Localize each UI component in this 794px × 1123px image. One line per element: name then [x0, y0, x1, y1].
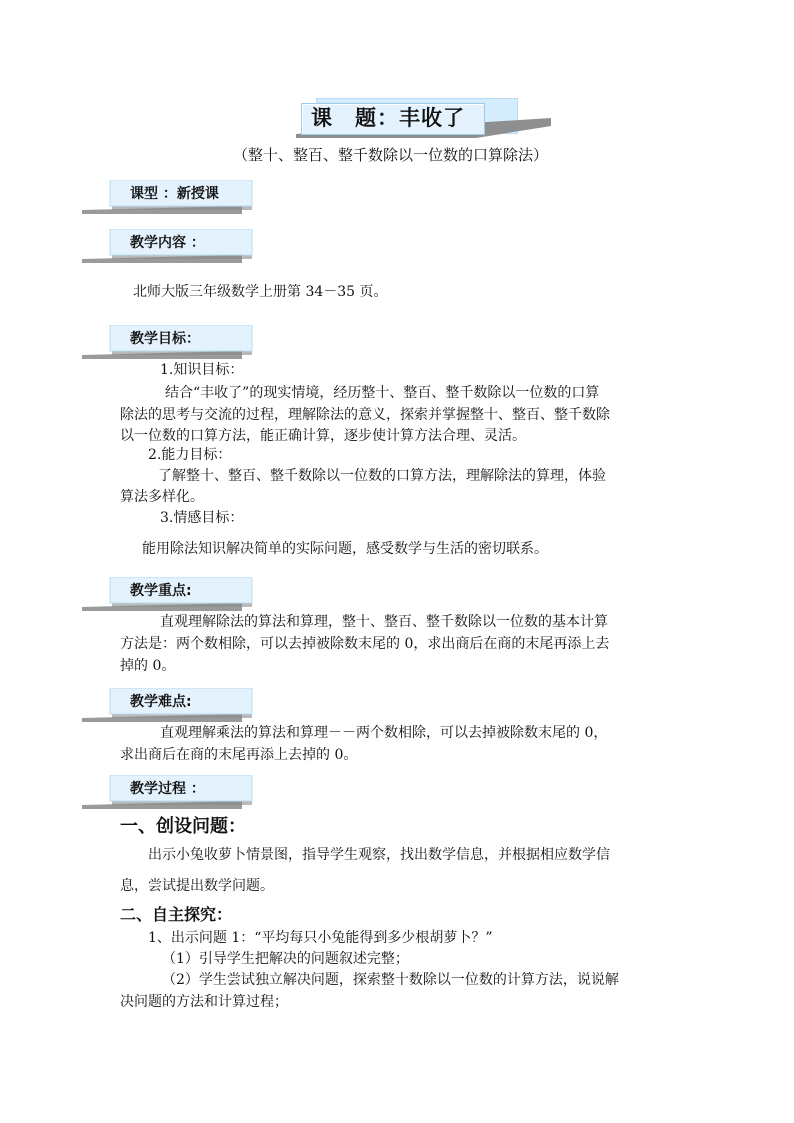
step2-sub: （1）引导学生把解决的问题叙述完整； — [162, 951, 409, 967]
difficulty-line: 求出商后在商的末尾再添上去掉的 0。 — [120, 747, 358, 763]
section-label: 教学难点: — [130, 694, 192, 710]
section-banner-course-type — [82, 180, 257, 214]
key-line: 掉的 0。 — [120, 658, 176, 674]
section-banner-difficulties — [82, 688, 257, 722]
page-subtitle: （整十、整百、整千数除以一位数的口算除法） — [233, 146, 549, 164]
goal2-line: 了解整十、整百、整千数除以一位数的口算方法，理解除法的算理，体验 — [158, 468, 606, 484]
section-banner-goals — [82, 325, 257, 359]
section-label: 教学重点: — [130, 583, 192, 599]
section-banner-content — [82, 229, 257, 263]
section-banner-key-points — [82, 577, 257, 611]
step2-sub: 决问题的方法和计算过程； — [120, 994, 288, 1010]
step1-line: 出示小兔收萝卜情景图，指导学生观察，找出数学信息，并根据相应数学信 — [148, 847, 610, 863]
content-text: 北师大版三年级数学上册第 34－35 页。 — [133, 284, 388, 300]
section-label: 课型 ：新授课 — [130, 186, 219, 202]
goal1-line: 除法的思考与交流的过程，理解除法的意义，探索并掌握整十、整百、整千数除 — [120, 407, 610, 423]
goal2-line: 算法多样化。 — [120, 489, 204, 505]
goal2-title: 2.能力目标： — [148, 447, 232, 463]
step2-heading: 二、自主探究： — [120, 905, 233, 924]
section-banner-process — [82, 775, 257, 809]
section-label: 教学过程 ： — [130, 781, 205, 797]
section-label: 教学目标： — [130, 331, 200, 347]
step2-item: 1、出示问题 1：“平均每只小兔能得到多少根胡萝卜？” — [148, 930, 493, 946]
goal3-line: 能用除法知识解决简单的实际问题，感受数学与生活的密切联系。 — [142, 541, 548, 557]
difficulty-line: 直观理解乘法的算法和算理－－两个数相除，可以去掉被除数末尾的 0， — [160, 725, 608, 741]
key-line: 方法是：两个数相除，可以去掉被除数末尾的 0，求出商后在商的末尾再添上去 — [120, 636, 610, 652]
goal3-title: 3.情感目标： — [160, 510, 244, 526]
step2-sub: （2）学生尝试独立解决问题，探索整十数除以一位数的计算方法，说说解 — [162, 972, 619, 988]
section-label: 教学内容 ： — [130, 235, 205, 251]
step1-heading: 一、创设问题： — [120, 816, 246, 837]
goal1-title: 1.知识目标： — [160, 362, 244, 378]
goal1-line: 以一位数的口算方法，能正确计算，逐步使计算方法合理、灵活。 — [120, 428, 526, 444]
page-title: 课 题：丰收了 — [311, 106, 465, 130]
goal1-line: 结合“丰收了”的现实情境，经历整十、整百、整千数除以一位数的口算 — [165, 385, 600, 401]
key-line: 直观理解除法的算法和算理，整十、整百、整千数除以一位数的基本计算 — [160, 614, 608, 630]
step1-line: 息，尝试提出数学问题。 — [120, 878, 274, 894]
